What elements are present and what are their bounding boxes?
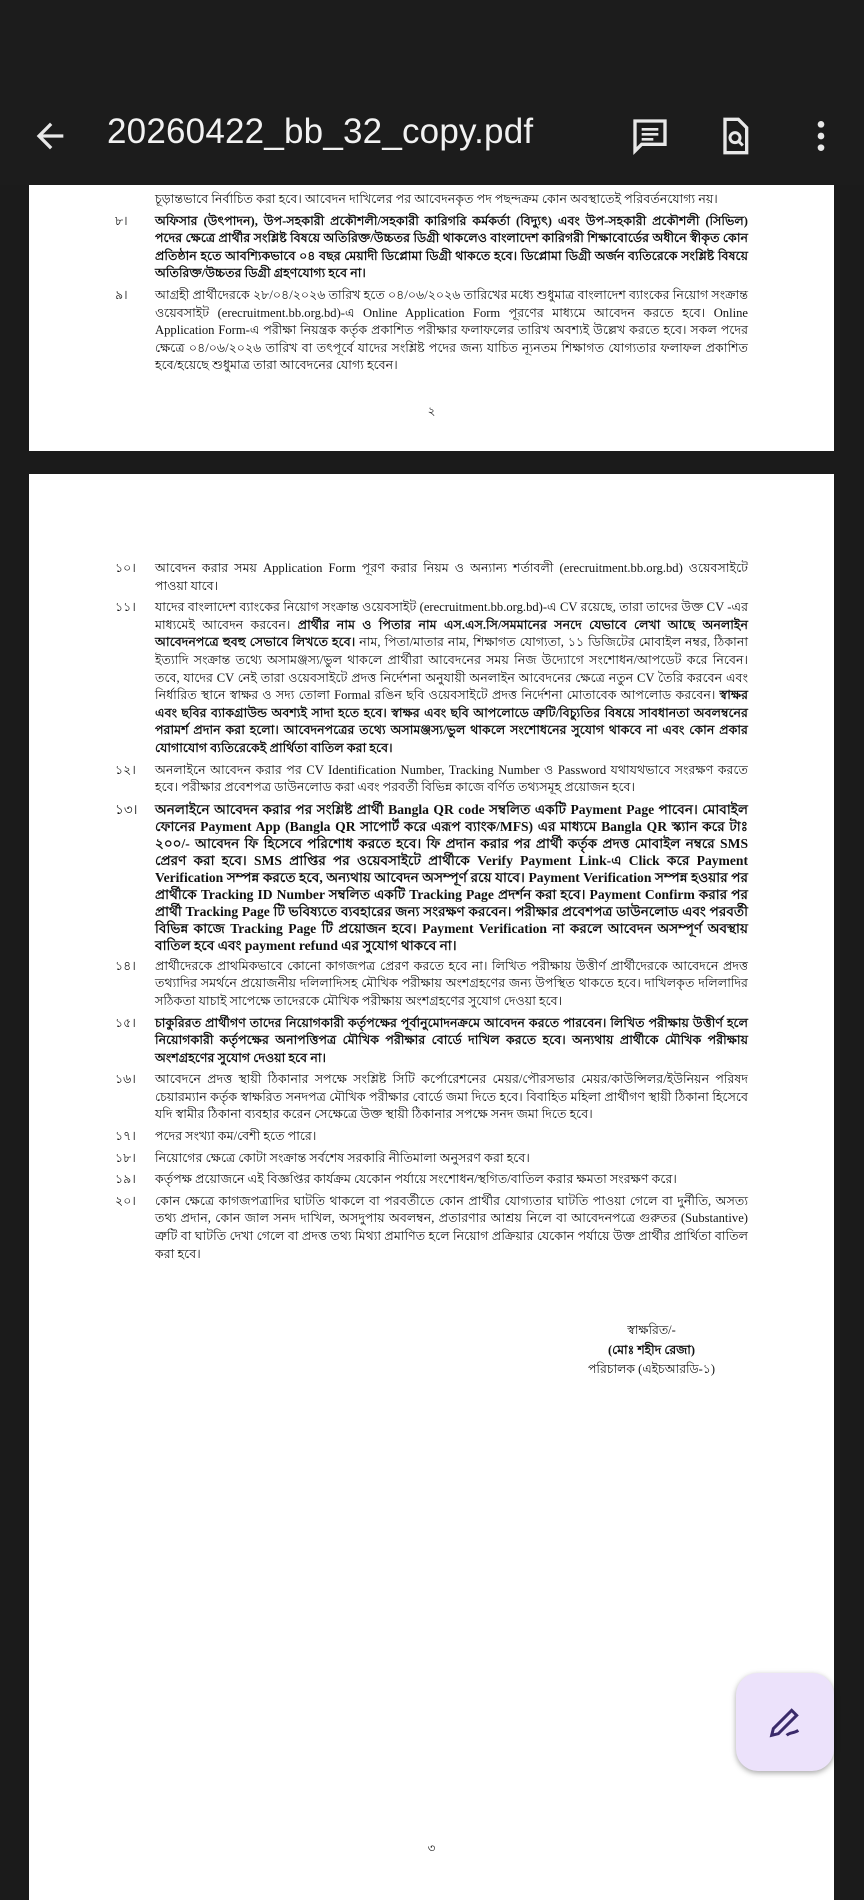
item-text <box>155 762 748 797</box>
pdf-page-2 <box>29 150 834 451</box>
text-segment: যাদের বাংলাদেশ ব্যাংকের নিয়োগ সংক্রান্ত ওয়েবসাইট (erecruitment.bb.org.bd)-এ CV রয়েছে, তারা তাদের উক্ত CV -এর মাধ্যমেই আবেদন করবেন। <box>155 600 748 632</box>
item-text <box>155 801 748 954</box>
list-item <box>29 1150 834 1168</box>
item-text <box>155 599 748 757</box>
item-number: ১২। <box>115 762 136 777</box>
list-item <box>29 213 834 283</box>
text-segment: অফিসার (উৎপাদন), উপ-সহকারী প্রকৌশলী/সহকারী কারিগরি কর্মকর্তা (বিদ্যুৎ) এবং উপ-সহকারী প্রকৌশলী (সিভিল) পদের ক্ষেত্রে প্রার্থীর সংশ্লিষ্ট বিষয়ে অতিরিক্ত/উচ্চতর ডিগ্রী থাকলেও বাংলাদেশ কারিগরী শিক্ষাবোর্ডের অধীনে স্বীকৃত কোন প্রতিষ্ঠান হতে আবশ্যিকভাবে ০৪ বছর মেয়াদী ডিপ্লোমা ডিগ্রী থাকতে হবে। ডিপ্লোমা ডিগ্রী অর্জন ব্যতিরেকে সংশ্লিষ্ট বিষয়ে অতিরিক্ত/উচ্চতর ডিগ্রী গ্রহণযোগ্য হবে না। <box>155 213 748 281</box>
signed-label: স্বাক্ষরিত/- <box>627 1323 676 1338</box>
list-item <box>29 1171 834 1189</box>
pdf-page-3 <box>29 474 834 1900</box>
page-number: ২ <box>427 403 436 418</box>
item-text <box>155 1150 748 1168</box>
text-segment: পদের সংখ্যা কম/বেশী হতে পারে। <box>155 1129 317 1144</box>
item-number: ১৫। <box>115 1015 136 1030</box>
list-item <box>29 1071 834 1124</box>
item-number: ১৩। <box>115 801 138 817</box>
pdf-pages <box>29 150 834 1900</box>
item-text <box>155 1128 748 1146</box>
item-number: ১৪। <box>115 958 136 973</box>
item-number: ১৮। <box>115 1150 136 1165</box>
text-segment: অনলাইনে আবেদন করার পর CV Identification Number, Tracking Number ও Password যথাযথভাবে সংরক্ষণ করতে হবে। পরীক্ষার প্রবেশপত্র ডাউনলোড করা এবং পরবর্তী বিভিন্ন কাজে বর্ণিত তথ্যসমূহ প্রয়োজন হবে। <box>155 762 748 795</box>
item-text <box>155 213 748 283</box>
list-item <box>29 801 834 954</box>
list-item <box>29 560 834 595</box>
item-number: ১৯। <box>115 1172 136 1187</box>
item-number: ৯। <box>115 287 128 302</box>
text-segment: অনলাইনে আবেদন করার পর সংশ্লিষ্ট প্রার্থী Bangla QR code সম্বলিত একটি Payment Page পাবেন। মোবাইল ফোনের Payment App (Bangla QR সাপোর্ট করে এরূপ ব্যাংক/MFS) এর মাধ্যমে Bangla QR স্ক্যান করে টাঃ ২০০/- আবেদন ফি হিসেবে পরিশোধ করতে হবে। ফি প্রদান করার পর প্রার্থী কর্তৃক প্রদত্ত মোবাইল নম্বরে SMS প্রেরণ করা হবে। SMS প্রাপ্তির পর ওয়েবসাইটে প্রার্থীকে Verify Payment Link-এ Click করে Payment Verification সম্পন্ন করতে হবে, অন্যথায় আবেদন অসম্পূর্ণ রয়ে যাবে। Payment Verification সম্পন্ন হওয়ার পর প্রার্থীকে Tracking ID Number সম্বলিত একটি Tracking Page প্রদর্শন করা হবে। Payment Confirm করার পর প্রার্থী Tracking Page টি ভবিষ্যতে ব্যবহারের জন্য সংরক্ষণ করবেন। পরীক্ষার প্রবেশপত্র ডাউনলোড এবং পরবর্তী বিভিন্ন কাজে Tracking Page টি প্রয়োজন হবে। Payment Verification না করলে আবেদন অসম্পূর্ণ অবস্থায় বাতিল হবে এবং payment refund এর সুযোগ থাকবে না। <box>155 801 748 953</box>
text-segment: কোন ক্ষেত্রে কাগজপত্রাদির ঘাটতি থাকলে বা পরবর্তীতে কোন প্রার্থীর যোগ্যতার ঘাটতি পাওয়া গেলে বা দুর্নীতি, অসত্য তথ্য প্রদান, কোন জাল সনদ দাখিল, অসদুপায় অবলম্বন, প্রতারণার আশ্রয় নিলে বা আবেদনপত্রে গুরুতর (Substantive) ত্রুটি বা ঘাটতি দেখা গেলে বা প্রদত্ত তথ্য মিথ্যা প্রমাণিত হলে নিয়োগ প্রক্রিয়ার যেকোন পর্যায়ে উক্ত প্রার্থীর প্রার্থিতা বাতিল করা হবে। <box>155 1193 748 1261</box>
text-segment: স্বাক্ষর এবং ছবির ব্যাকগ্রাউন্ড অবশ্যই সাদা হতে হবে। স্বাক্ষর এবং ছবি আপলোডে ত্রুটি/বিচ্যুতির বিষয়ে সাবধানতা অবলম্বনের পরামর্শ প্রদান করা হলো। আবেদনপত্রের তথ্যে অসামঞ্জস্য/ভুল থাকলে সংশোধনের সুযোগ থাকবে না এবং কোন প্রকার যোগাযোগ ব্যতিরেকেই প্রার্থিতা বাতিল করা হবে। <box>155 688 748 755</box>
item-text <box>155 1171 748 1189</box>
list-item <box>29 958 834 1011</box>
text-segment: আবেদনে প্রদত্ত স্থায়ী ঠিকানার সপক্ষে সংশ্লিষ্ট সিটি কর্পোরেশনের মেয়র/পৌরসভার মেয়র/কাউন্সিলর/ইউনিয়ন পরিষদ চেয়ারম্যান কর্তৃক স্বাক্ষরিত সনদপত্র মৌখিক পরীক্ষার বোর্ডে জমা দিতে হবে। বিবাহিত মহিলা প্রার্থীগণ স্থায়ী ঠিকানা হিসেবে যদি স্বামীর ঠিকানা ব্যবহার করেন সেক্ষেত্রে উক্ত স্থায়ী ঠিকানার সপক্ষে সনদ জমা দিতে হবে। <box>155 1072 748 1122</box>
lead-line <box>29 191 834 209</box>
lead-line-text: চূড়ান্তভাবে নির্বাচিত করা হবে। আবেদন দাখিলের পর আবেদনকৃত পদ পছন্দক্রম কোন অবস্থাতেই পরিবর্তনযোগ্য নয়। <box>155 192 718 206</box>
list-item <box>29 287 834 375</box>
text-segment: প্রার্থীর নাম ও পিতার নাম এস.এস.সি/সমমানের সনদে যেভাবে লেখা আছে অনলাইন আবেদনপত্রে হুবহু সেভাবে লিখতে হবে। <box>155 617 748 650</box>
text-segment: প্রার্থীদেরকে প্রাথমিকভাবে কোনো কাগজপত্র প্রেরণ করতে হবে না। লিখিত পরীক্ষায় উত্তীর্ণ প্রার্থীদেরকে আবেদনে প্রদত্ত তথ্যাদির সমর্থনে প্রয়োজনীয় দলিলাদিসহ মৌখিক পরীক্ষায় অংশগ্রহণের জন্য উপস্থিত থাকতে হবে। দাখিলকৃত দলিলাদির সঠিকতা যাচাই সাপেক্ষে তাদেরকে মৌখিক পরীক্ষায় অংশগ্রহণের সুযোগ দেওয়া হবে। <box>155 958 748 1008</box>
item-number: ২০। <box>115 1193 136 1208</box>
list-item <box>29 599 834 757</box>
comment-icon[interactable] <box>630 116 670 156</box>
item-text <box>155 1193 748 1263</box>
list-item <box>29 1128 834 1146</box>
text-segment: কর্তৃপক্ষ প্রয়োজনে এই বিজ্ঞপ্তির কার্যক্রম যেকোন পর্যায়ে সংশোধন/স্থগিত/বাতিল করার ক্ষমতা সংরক্ষণ করে। <box>155 1172 677 1187</box>
text-segment: আগ্রহী প্রার্থীদেরকে ২৮/০৪/২০২৬ তারিখ হতে ০৪/০৬/২০২৬ তারিখের মধ্যে শুধুমাত্র বাংলাদেশ ব্যাংকের নিয়োগ সংক্রান্ত ওয়েবসাইট (erecruitment.bb.org.bd)-এ Online Application Form পূরণের মাধ্যমে আবেদন করতে হবে। Online Application Form-এ পরীক্ষা নিয়ন্ত্রক কর্তৃক প্রকাশিত পরীক্ষার ফলাফলের তারিখ অবশ্যই উল্লেখ করতে হবে। সকল পদের ক্ষেত্রে ০৪/০৬/২০২৬ তারিখ বা তৎপূর্বে যাদের সংশ্লিষ্ট পদের জন্য যাচিত ন্যূনতম শিক্ষাগত যোগ্যতার ফলাফল প্রকাশিত হবে/হয়েছে শুধুমাত্র তারা আবেদনের যোগ্য হবেন। <box>155 287 748 373</box>
item-text <box>155 958 748 1011</box>
signature-block <box>569 1321 734 1380</box>
page-number: ৩ <box>427 1840 436 1855</box>
back-arrow-icon[interactable] <box>30 116 70 156</box>
item-text <box>155 1015 748 1068</box>
text-segment: নাম, পিতা/মাতার নাম, শিক্ষাগত যোগ্যতা, ১১ ডিজিটের মোবাইল নম্বর, ঠিকানা ইত্যাদি সংক্রান্ত তথ্যে অসামঞ্জস্য/ভুল থাকলে প্রার্থীরা আবেদনের সময় নিজ উদ্যোগে সংশোধন/আপডেট করে নিবেন। তবে, যাদের CV নেই তারা ওয়েবসাইটে প্রদত্ত নির্দেশনা অনুযায়ী অনলাইন আবেদনের ক্ষেত্রে নতুন CV তৈরি করবেন এবং নির্ধারিত স্থানে স্বাক্ষর ও সদ্য তোলা Formal রঙিন ছবি ওয়েবসাইটে প্রদত্ত নির্দেশনা মোতাবেক আপলোড করবেন। <box>155 635 748 703</box>
text-segment: চাকুরিরত প্রার্থীগণ তাদের নিয়োগকারী কর্তৃপক্ষের পূর্বানুমোদনক্রমে আবেদন করতে পারবেন। লিখিত পরীক্ষায় উত্তীর্ণ হলে নিয়োগকারী কর্তৃপক্ষের অনাপত্তিপত্র মৌখিক পরীক্ষার বোর্ডে দাখিল করতে হবে। অন্যথায় প্রার্থীকে মৌখিক পরীক্ষায় অংশগ্রহণের সুযোগ দেওয়া হবে না। <box>155 1015 748 1065</box>
find-in-page-icon[interactable] <box>715 116 755 156</box>
item-number: ১৬। <box>115 1072 136 1087</box>
item-text <box>155 560 748 595</box>
item-number: ৮। <box>115 213 128 228</box>
document-title: 20260422_bb_32_copy.pdf <box>107 112 534 151</box>
list-item <box>29 762 834 797</box>
item-number: ১৭। <box>115 1129 136 1144</box>
signatory-name: (মোঃ শহীদ রেজা) <box>608 1342 695 1357</box>
list-item <box>29 1015 834 1068</box>
top-app-bar <box>0 0 864 185</box>
text-segment: নিয়োগের ক্ষেত্রে কোটা সংক্রান্ত সর্বশেষ সরকারি নীতিমালা অনুসরণ করা হবে। <box>155 1150 530 1165</box>
item-number: ১১। <box>115 600 136 615</box>
signatory-designation: পরিচালক (এইচআরডি-১) <box>588 1362 715 1377</box>
item-text <box>155 287 748 375</box>
edit-fab-button[interactable] <box>736 1673 834 1771</box>
item-number: ১০। <box>115 561 136 575</box>
item-text <box>155 1071 748 1124</box>
edit-pen-icon <box>765 1702 805 1742</box>
list-item <box>29 1193 834 1263</box>
more-vert-icon[interactable] <box>801 116 841 156</box>
text-segment: আবেদন করার সময় Application Form পূরণ করার নিয়ম ও অন্যান্য শর্তাবলী (erecruitment.bb.org.bd) ওয়েবসাইটে পাওয়া যাবে। <box>155 561 748 593</box>
